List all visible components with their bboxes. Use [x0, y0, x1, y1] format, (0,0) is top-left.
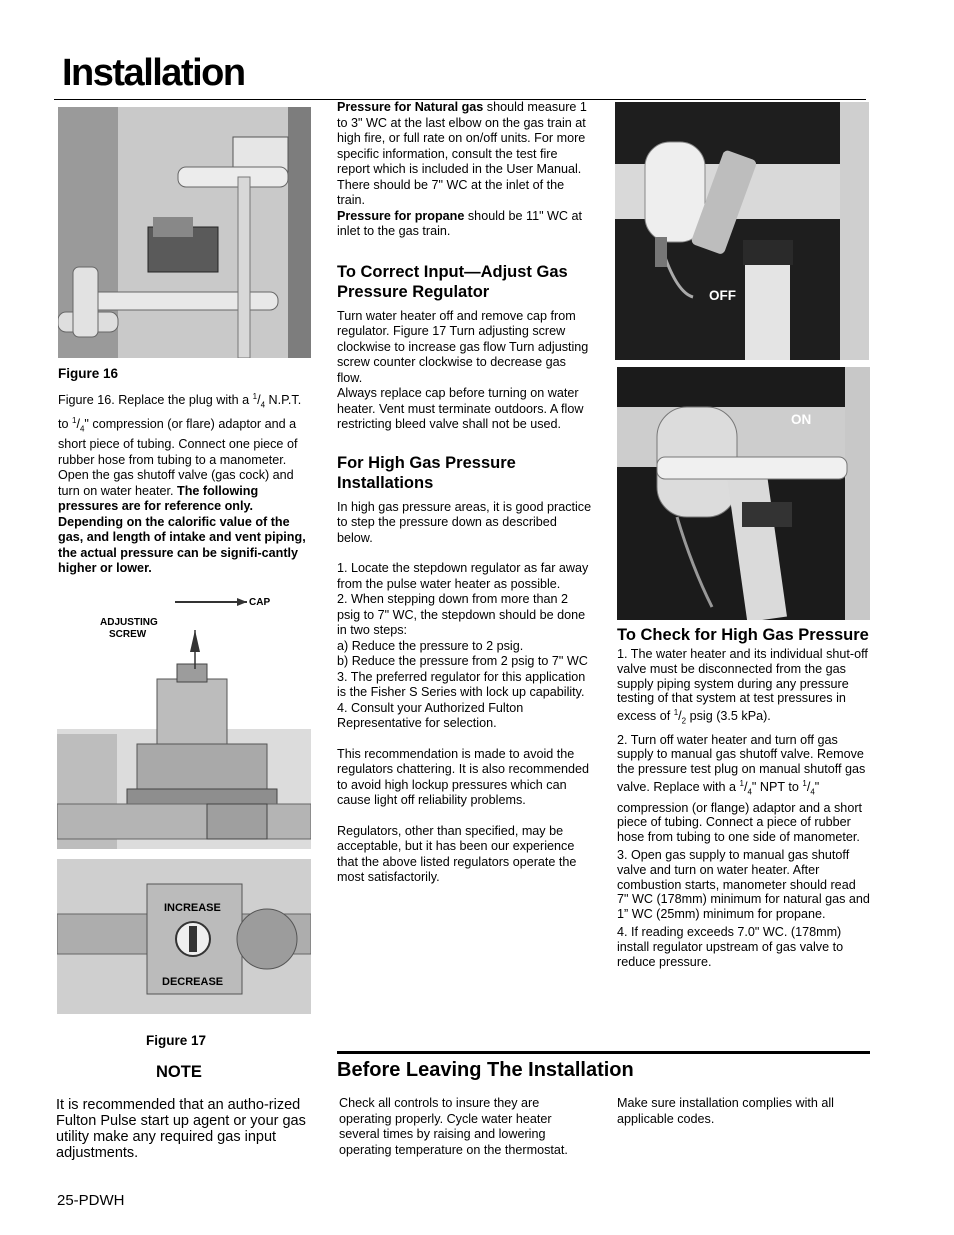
fraction-num: 1 — [739, 779, 744, 789]
figure-16-caption-a: Figure 16. Replace the plug with a — [58, 393, 250, 408]
natural-gas-text: should measure 1 to 3" WC at the last elbow on the gas train at high fire, or full rate on on/off units. For more specific information, consult the test fire report which is included in the User Manual. There should be 7" WC at the inlet of the train. — [337, 100, 587, 207]
figure-16-caption-b: N.P.T. to — [58, 393, 302, 432]
increase-label: INCREASE — [164, 902, 221, 914]
fraction-num: 1 — [72, 416, 77, 426]
fraction-den: 2 — [681, 716, 687, 726]
fraction-num: 1 — [673, 708, 679, 718]
screw-label: SCREW — [109, 629, 147, 640]
note-heading: NOTE — [156, 1063, 202, 1081]
list-item: b) Reduce the pressure from 2 psig to 7" WC — [337, 654, 588, 668]
list-item: 2. When stepping down from more than 2 psig to 7" WC, the stepdown should be done in two steps: — [337, 592, 586, 637]
right-column-text — [617, 625, 870, 969]
note-text: It is recommended that an autho-rized Fulton Pulse start up agent or your gas utility make any required gas input adjustments. — [56, 1097, 306, 1161]
check-item-2-c: " compression (or flange) adaptor and a short piece of tubing. Connect a piece of rubber hose from tubing to one side of manometer. — [617, 780, 863, 845]
check-item-4: 4. If reading exceeds 7.0" WC. (178mm) install regulator upstream of gas valve to reduce pressure. — [617, 924, 844, 969]
check-item-1-b: psig (3.5 kPa). — [689, 709, 771, 724]
figure-16-label: Figure 16 — [58, 366, 119, 381]
check-item-1-a: 1. The water heater and its individual shut-off valve must be disconnected from the gas supply piping system during any pressure testing of that system at test pressures in excess of — [617, 647, 868, 724]
fraction-den: 4 — [260, 400, 266, 410]
before-leaving-col1: Check all controls to insure they are operating properly. Cycle water heater several times by raising and lowering operating temperature on the thermostat. — [339, 1096, 568, 1157]
before-leaving-col2: Make sure installation complies with all applicable codes. — [617, 1096, 834, 1126]
propane-paragraph — [337, 209, 593, 240]
on-label: ON — [791, 412, 812, 427]
check-item-2: 2. Turn off water heater and turn off gas supply to manual gas shutoff valve. Remove the pressure test plug on manual shutoff gas valve. Replace with a $^1/_4$" NPT to $^1/_4$" compression (or flange) adaptor and a short piece of tubing. Connect a piece of rubber hose from tubing to one side of manometer. — [617, 732, 866, 845]
high-pressure-p3: Regulators, other than specified, may be acceptable, but it has been our experience that the above listed regulators operate the most satisfactorily. — [337, 823, 577, 884]
check-high-pressure-heading: To Check for High Gas Pressure — [617, 626, 869, 644]
natural-gas-paragraph — [337, 100, 593, 209]
page-title: Installation — [62, 52, 245, 94]
natural-gas-bold: Pressure for Natural gas — [337, 100, 484, 114]
high-pressure-p2: This recommendation is made to avoid the regulators chattering. It is also recommended to avoid high lockup pressures which can cause light off reliability problems. — [337, 746, 589, 807]
adjusting-label: ADJUSTING — [100, 617, 158, 628]
correct-input-heading: To Correct Input—Adjust Gas Pressure Regulator — [337, 262, 568, 301]
valve-off-photo — [615, 102, 869, 360]
list-item: 4. Consult your Authorized Fulton Representative for selection. — [337, 700, 524, 730]
propane-bold: Pressure for propane — [337, 208, 465, 223]
figure-16-caption-bold: The following pressures are for reference only. Depending on the calorific value of the gas, and length of intake and vent piping, the actual pressure can be signifi-cantly higher or lower. — [58, 483, 306, 576]
section-rule — [337, 1051, 870, 1054]
cap-label: CAP — [249, 597, 271, 608]
check-item-3: 3. Open gas supply to manual gas shutoff valve and turn on water heater. After combustion starts, manometer should read 7" WC (178mm) minimum for natural gas and 1” WC (25mm) minimum for propane. — [617, 847, 870, 922]
list-item: 1. Locate the stepdown regulator as far away from the pulse water heater as possible. — [337, 561, 589, 591]
page-footer: 25-PDWH — [57, 1192, 125, 1209]
list-item: a) Reduce the pressure to 2 psig. — [337, 638, 524, 653]
figure-16-photo — [58, 107, 311, 358]
high-pressure-heading: For High Gas Pressure Installations — [337, 453, 516, 492]
propane-text: should be 11" WC at inlet to the gas train. — [337, 208, 583, 238]
fraction-num: 1 — [252, 392, 258, 401]
high-pressure-intro: In high gas pressure areas, it is good practice to step the pressure down as described below. — [337, 499, 592, 545]
before-leaving-heading: Before Leaving The Installation — [337, 1059, 634, 1081]
fraction-den: 4 — [79, 424, 85, 434]
correct-input-p1: Turn water heater off and remove cap from regulator. Figure 17 Turn adjusting screw clockwise to increase gas flow Turn adjusting screw counter clockwise to decrease gas flow. — [337, 308, 589, 385]
check-item-1: 1. The water heater and its individual shut-off valve must be disconnected from the gas supply piping system during any pressure testing of that system at test pressures in excess of $^1/_2$ psig (3.5 kPa). — [617, 647, 868, 726]
check-item-2-a: 2. Turn off water heater and turn off gas supply to manual gas shutoff valve. Remove the pressure test plug on manual shutoff gas valve. Replace with a — [617, 732, 866, 795]
figure-17-label: Figure 17 — [146, 1033, 207, 1048]
check-item-2-b: " NPT to — [751, 780, 799, 795]
fraction-num: 1 — [802, 779, 807, 789]
valve-on-photo — [617, 367, 870, 620]
figure-17-diagram — [57, 594, 311, 1014]
fraction-den: 4 — [810, 787, 815, 797]
fraction-den: 4 — [747, 787, 752, 797]
middle-column — [337, 100, 593, 886]
off-label: OFF — [709, 288, 736, 303]
figure-16-caption-c: " compression (or flare) adaptor and a short piece of tubing. Connect one piece of rubber hose from tubing to a manometer. Open the gas shutoff valve (gas cock) and turn on water heater. — [58, 417, 298, 498]
correct-input-p2: Always replace cap before turning on water heater. Vent must terminate outdoors. A flow restricting bleed valve shall not be used. — [337, 386, 584, 431]
figure-16-caption: Figure 16. Replace the plug with a $^1/_4$ N.P.T. to $^1/_4$" compression (or flare) adaptor and a short piece of tubing. Connect one piece of rubber hose from tubing to a manometer. Open the gas shutoff valve (gas cock) and turn on water heater. The following pressures are for reference only. Depending on the calorific value of the gas, and length of intake and vent piping, the actual pressure can be signifi-cantly higher or lower. — [58, 392, 306, 576]
decrease-label: DECREASE — [162, 976, 224, 988]
list-item: 3. The preferred regulator for this application is the Fisher S Series with lock up capability. — [337, 669, 586, 699]
